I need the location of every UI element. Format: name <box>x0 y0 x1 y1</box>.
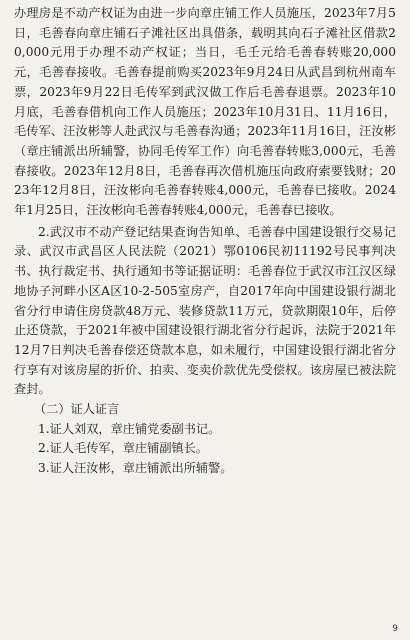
body-paragraph-2: 2.武汉市不动产登记结果查询告知单、毛善春中国建设银行交易记录、武汉市武昌区人民法院（2021）鄂0106民初11192号民事判决书、执行裁定书、执行通知书等证据证明：毛善春位于武汉市江汉区绿地协子河畔小区A区10-2-505室房产，自2017年向中国建设银行湖北省分行申请住房贷款48万元、装修贷款11万元，贷款期限10年，后停止还贷款，于2021年被中国建设银行湖北省分行起诉，法院于2021年12月7日判决毛善春偿还贷款本息，如未履行，中国建设银行湖北省分行享有对该房屋的折价、拍卖、变卖价款优先受偿权。该房屋已被法院查封。 <box>14 224 396 397</box>
body-paragraph-1: 办理房是不动产权证为由进一步向章庄铺工作人员施压，2023年7月5日，毛善春向章庄铺石子滩社区出具借条，载明其向石子滩社区借款20,000元用于办理不动产权证；当日，毛壬元给毛善春转账20,000元，毛善春接收。毛善春提前购买2023年9月24日从武昌到杭州南车票，2023年9月22日毛传军到武汉做工作后毛善春退票。2023年10月底，毛善春借机向工作人员施压；2023年10月31日、11月16日，毛传军、汪汝彬等人赴武汉与毛善春沟通；2023年11月16日，汪汝彬（章庄铺派出所辅警，协同毛传军工作）向毛善春转账3,000元，毛善春接收。2023年12月8日，毛善春再次借机施压向政府索要钱财；2023年12月8日，汪汝彬向毛善春转账4,000元，毛善春已接收。2024年1月25日，汪汝彬向毛善春转账4,000元，毛善春已接收。 <box>14 6 396 218</box>
page-number: 9 <box>392 624 398 634</box>
section-heading-witness-testimony: （二）证人证言 <box>34 402 120 417</box>
witness-item-1: 1.证人刘双，章庄铺党委副书记。 <box>38 421 221 436</box>
witness-item-3: 3.证人汪汝彬，章庄铺派出所辅警。 <box>38 461 233 476</box>
witness-item-2: 2.证人毛传军，章庄铺副镇长。 <box>38 441 209 456</box>
